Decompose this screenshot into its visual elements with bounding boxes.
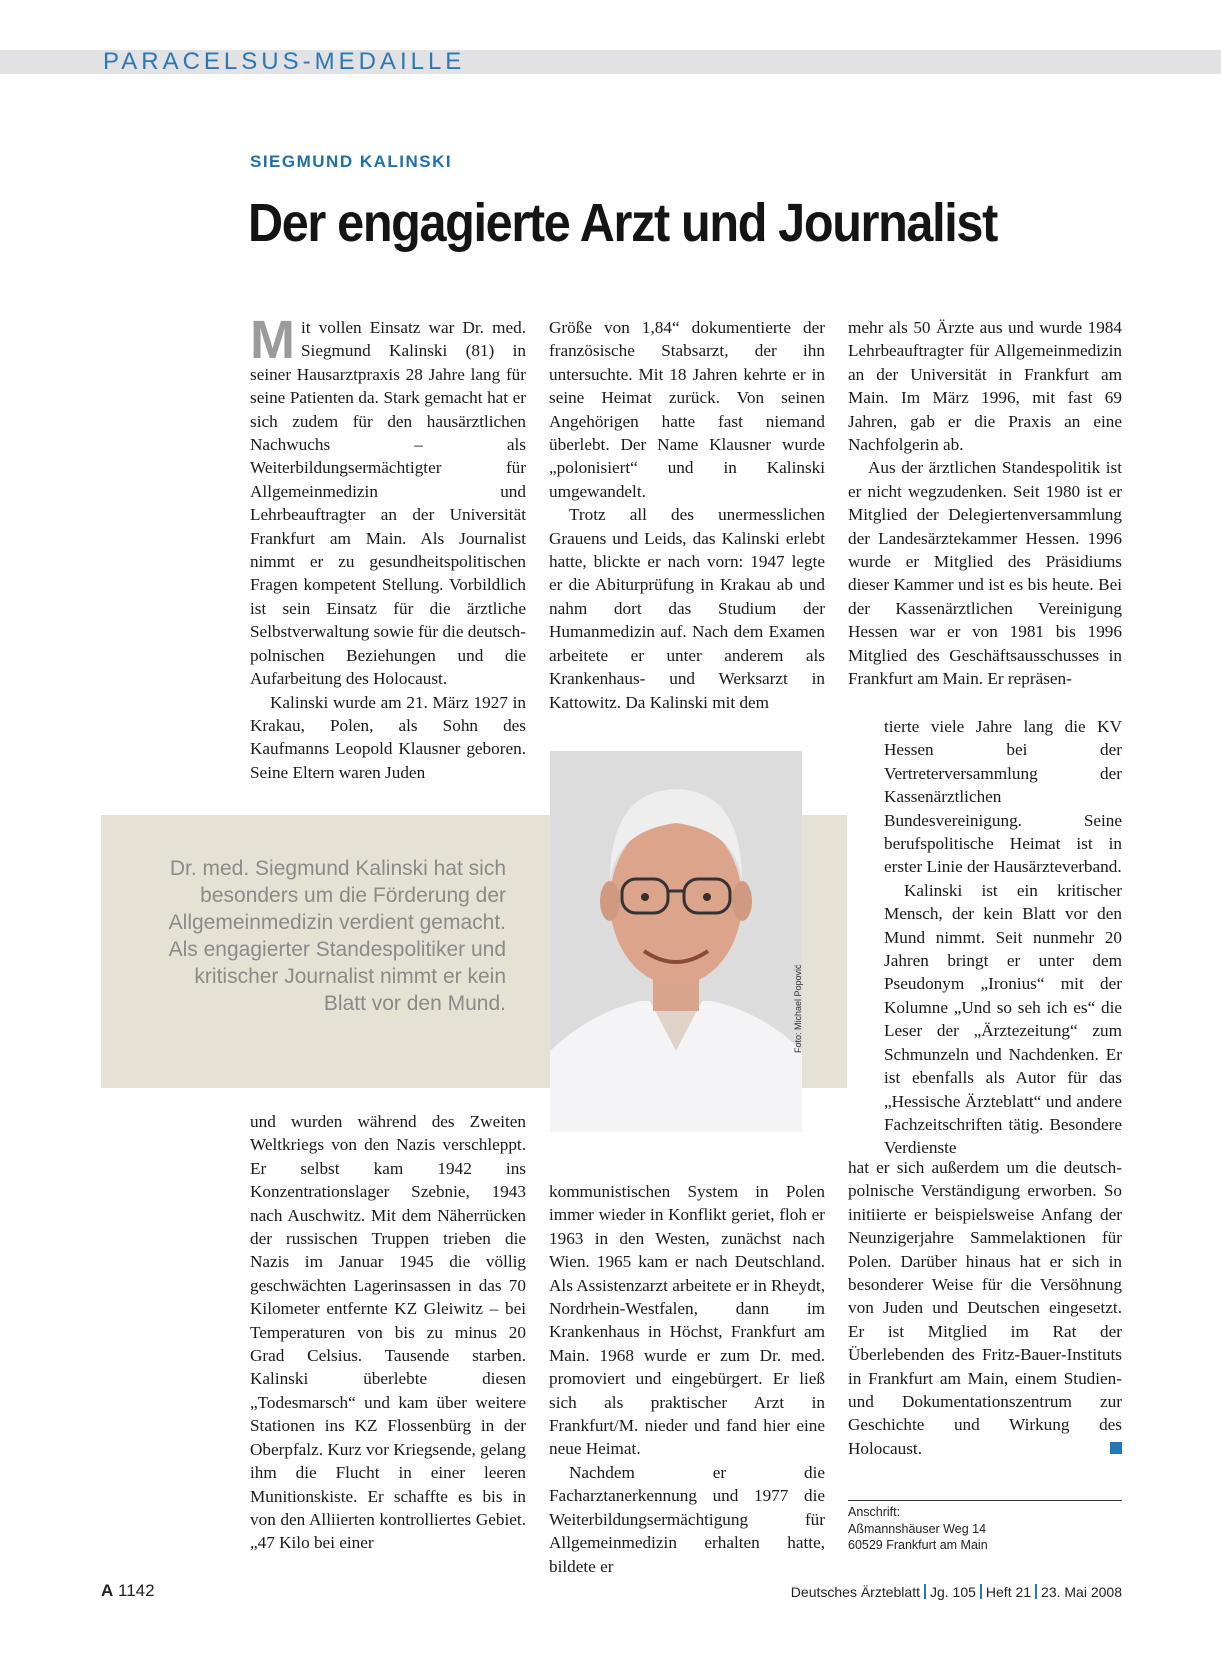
paragraph: Kalinski ist ein kritischer Mensch, der kein Blatt vor den Mund nimmt. Seit nunmehr 20 Jahren bringt er unter dem Pseudonym „Ironius“ mit der Kolumne „Und so seh ich es“ die Leser der „Ärztezeitung“ zum Schmunzeln und Nachdenken. Er ist ebenfalls als Autor für das „Hessische Ärzteblatt“ und andere Fachzeitschriften tätig. Besondere Verdienste	[884, 880, 1122, 1158]
column-3-top	[848, 316, 1122, 691]
address-city: 60529 Frankfurt am Main	[848, 1538, 988, 1552]
paragraph: und wurden während des Zweiten Weltkriegs von den Nazis verschleppt. Er selbst kam 1942 ins Konzentrationslager Szebnie, 1943 nach Auschwitz. Mit dem Näherrücken der russischen Truppen trieben die Nazis im Januar 1945 die völlig geschwächten Lagerinsassen in das 70 Kilometer entfernte KZ Gleiwitz – bei Temperaturen von bis zu minus 20 Grad Celsius. Tausende starben. Kalinski überlebte diesen „Todesmarsch“ und kam über weitere Stationen ins KZ Flossenbürg in der Oberpfalz. Kurz vor Kriegsende, gelang ihm die Flucht in einer leeren Munitionskiste. Er schaffte es bis in von den Alliierten kontrolliertes Gebiet. „47 Kilo bei einer	[250, 1112, 526, 1553]
journal-footer	[791, 1584, 1122, 1600]
paragraph: Aus der ärztlichen Standespolitik ist er nicht wegzudenken. Seit 1980 ist er Mitglied der Delegiertenversammlung der Landesärztekammer Hessen. 1996 wurde er Mitglied des Präsidiums dieser Kammer und ist es bis heute. Bei der Kassenärztlichen Vereinigung Hessen war er von 1981 bis 1996 Mitglied des Geschäftsausschusses in Frankfurt am Main. Er repräsen-	[848, 458, 1122, 689]
paragraph: Nachdem er die Facharztanerkennung und 1977 die Weiterbildungsermächtigung für Allgemeinmedizin erhalten hatte, bildete er	[549, 1462, 825, 1576]
paragraph: Kalinski wurde am 21. März 1927 in Krakau, Polen, als Sohn des Kaufmanns Leopold Klausner geboren. Seine Eltern waren Juden	[250, 692, 526, 782]
column-3-bottom	[848, 1156, 1122, 1460]
address	[848, 1504, 988, 1554]
address-rule	[848, 1500, 1122, 1501]
paragraph: Trotz all des unermesslichen Grauens und Leids, das Kalinski erlebt hatte, blickte er nach vorn: 1947 legte er die Abiturprüfung in Krakau ab und nahm dort das Studium der Humanmedizin auf. Nach dem Examen arbeitete er unter anderem als Krankenhaus- und Werksarzt in Kattowitz. Da Kalinski mit dem	[549, 505, 825, 712]
column-1-top	[250, 310, 526, 784]
article-headline: Der engagierte Arzt und Journalist	[248, 193, 997, 253]
page-number	[101, 1581, 155, 1601]
journal-issue: Heft 21	[985, 1584, 1032, 1600]
paragraph: mehr als 50 Ärzte aus und wurde 1984 Lehrbeauftragter für Allgemeinmedizin an der Universität in Frankfurt am Main. Im März 1996, mit fast 69 Jahren, gab er die Praxis an eine Nachfolgerin ab.	[848, 318, 1122, 455]
journal-volume: Jg. 105	[929, 1584, 976, 1600]
address-label: Anschrift:	[848, 1505, 901, 1519]
drop-cap: M	[250, 310, 295, 370]
paragraph: tierte viele Jahre lang die KV Hessen bei der Vertreterversammlung der Kassenärztlichen Bundesvereinigung. Seine berufspolitische Heimat ist in erster Linie der Hausärzteverband.	[884, 717, 1122, 877]
pullquote-text: Dr. med. Siegmund Kalinski hat sich besonders um die Förderung der Allgemeinmedizin verdient gemacht. Als engagierter Standespolitiker und kritischer Journalist nimmt er kein Blatt vor den Mund.	[168, 857, 506, 1015]
column-2-top	[549, 316, 825, 714]
page-number-value: 1142	[118, 1581, 155, 1600]
journal-name: Deutsches Ärzteblatt	[790, 1584, 920, 1600]
paragraph: Größe von 1,84“ dokumentierte der französische Stabsarzt, der ihn untersuchte. Mit 18 Jahren kehrte er in seine Heimat zurück. Von seinen Angehörigen hatte fast niemand überlebt. Der Name Klausner wurde „polonisiert“ und in Kalinski umgewandelt.	[549, 318, 825, 501]
separator	[980, 1584, 982, 1599]
column-2-bottom	[549, 1180, 825, 1578]
column-1-bottom	[250, 1110, 526, 1555]
journal-date: 23. Mai 2008	[1041, 1584, 1122, 1600]
paragraph-text: hat er sich außerdem um die deutsch-polnische Verständigung erworben. So initiierte er beispielsweise Anfang der Neunzigerjahre Sammelaktionen für Polen. Darüber hinaus hat er sich in besonderer Weise für die Versöhnung von Juden und Deutschen eingesetzt. Er ist Mitglied im Rat der Überlebenden des Fritz-Bauer-Instituts in Frankfurt am Main, einem Studien- und Dokumentationszentrum zur Geschichte und Wirkung des Holocaust.	[848, 1158, 1122, 1458]
page-prefix: A	[101, 1581, 114, 1600]
photo-credit: Foto: Michael Popović	[793, 964, 803, 1053]
paragraph-text: it vollen Einsatz war Dr. med. Siegmund Kalinski (81) in seiner Hausarztpraxis 28 Jahre lang für seine Patienten da. Stark gemacht hat er sich zudem für den hausärztlichen Nachwuchs – als Weiterbildungsermächtigter für Allgemeinmedizin und Lehrbeauftragter an der Universität Frankfurt am Main. Als Journalist nimmt er zu gesundheitspolitischen Fragen kompetent Stellung. Vorbildlich ist sein Einsatz für die ärztliche Selbstverwaltung sowie für die deutsch-polnischen Beziehungen und die Aufarbeitung des Holocaust.	[250, 318, 526, 689]
paragraph: kommunistischen System in Polen immer wieder in Konflikt geriet, floh er 1963 in den Westen, zunächst nach Wien. 1965 kam er nach Deutschland. Als Assistenzarzt arbeitete er in Rheydt, Nordrhein-Westfalen, dann im Krankenhaus in Höchst, Frankfurt am Main. 1968 wurde er zum Dr. med. promoviert und eingebürgert. Er ließ sich als praktischer Arzt in Frankfurt/M. nieder und fand hier eine neue Heimat.	[549, 1182, 825, 1459]
portrait-icon	[550, 751, 802, 1132]
end-mark-icon	[1110, 1442, 1122, 1454]
section-title: PARACELSUS-MEDAILLE	[103, 48, 466, 75]
paragraph	[848, 1156, 1122, 1460]
article-kicker: SIEGMUND KALINSKI	[250, 152, 453, 171]
portrait-photo	[550, 751, 802, 1132]
column-3-middle	[884, 715, 1122, 1160]
address-street: Aßmannshäuser Weg 14	[848, 1521, 987, 1536]
separator	[924, 1584, 926, 1599]
separator	[1035, 1584, 1037, 1599]
paragraph	[250, 310, 526, 691]
